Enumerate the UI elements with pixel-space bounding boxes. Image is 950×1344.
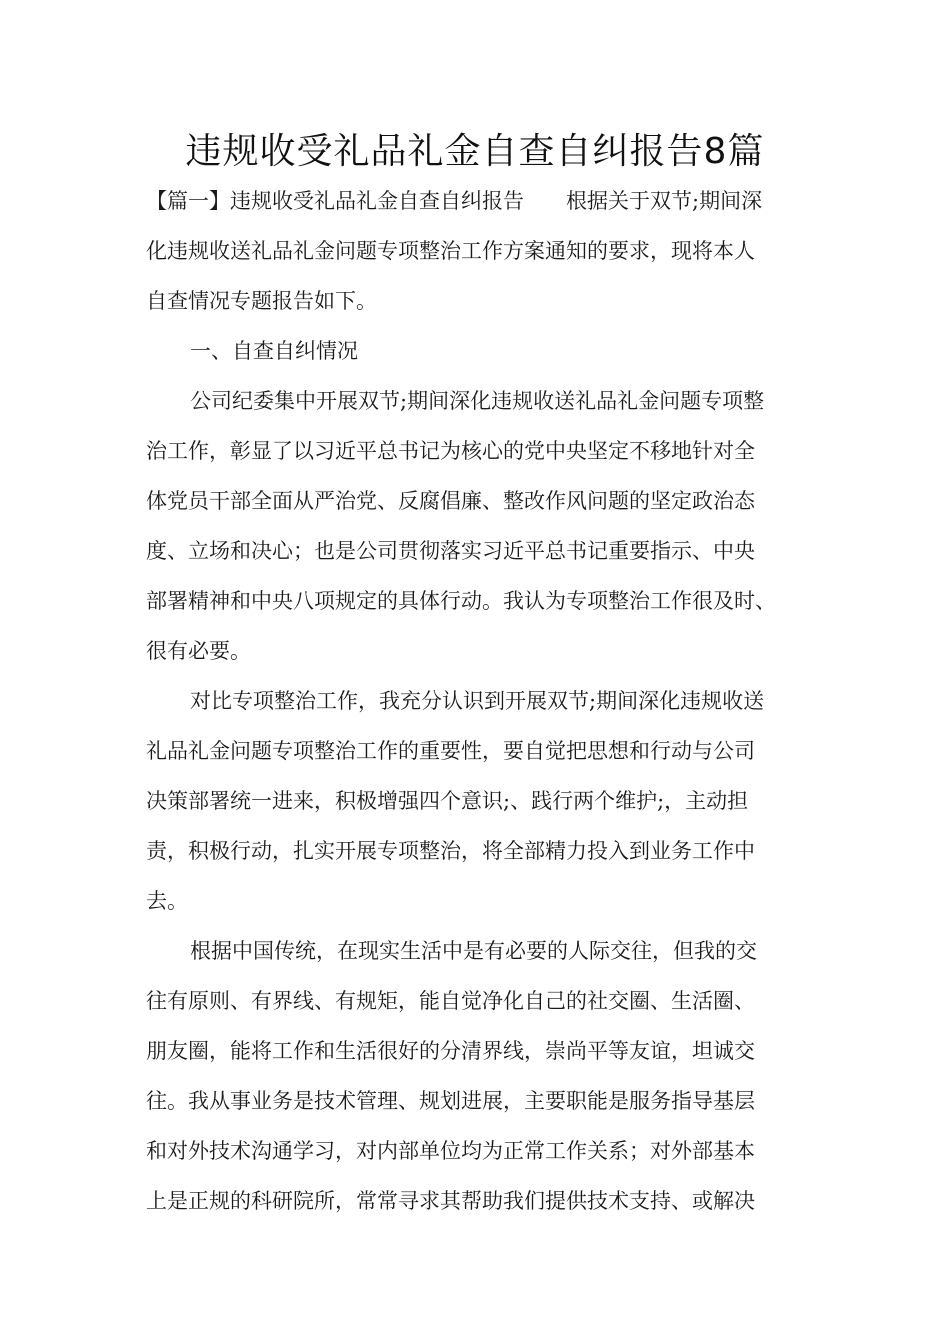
body-line: 和对外技术沟通学习，对内部单位均为正常工作关系；对外部基本 (146, 1139, 755, 1163)
body-line: 体党员干部全面从严治党、反腐倡廉、整改作风问题的坚定政治态 (146, 489, 755, 513)
body-line: 部署精神和中央八项规定的具体行动。我认为专项整治工作很及时、 (146, 589, 776, 613)
body-line: 往有原则、有界线、有规矩，能自觉净化自己的社交圈、生活圈、 (146, 989, 755, 1013)
body-line: 礼品礼金问题专项整治工作的重要性，要自觉把思想和行动与公司 (146, 739, 755, 763)
body-line: 化违规收送礼品礼金问题专项整治工作方案通知的要求，现将本人 (146, 239, 755, 263)
body-line: 对比专项整治工作，我充分认识到开展双节;期间深化违规收送 (190, 689, 765, 713)
body-line: 往。我从事业务是技术管理、规划进展，主要职能是服务指导基层 (146, 1089, 755, 1113)
body-line: 度、立场和决心；也是公司贯彻落实习近平总书记重要指示、中央 (146, 539, 755, 563)
body-line: 治工作，彰显了以习近平总书记为核心的党中央坚定不移地针对全 (146, 439, 755, 463)
body-line: 责，积极行动，扎实开展专项整治，将全部精力投入到业务工作中 (146, 839, 755, 863)
body-line: 公司纪委集中开展双节;期间深化违规收送礼品礼金问题专项整 (190, 389, 765, 413)
document-body (146, 176, 810, 1226)
body-line: 去。 (146, 889, 188, 913)
body-line: 朋友圈，能将工作和生活很好的分清界线，崇尚平等友谊，坦诚交 (146, 1039, 755, 1063)
body-line: 自查情况专题报告如下。 (146, 289, 377, 313)
body-line: 上是正规的科研院所，常常寻求其帮助我们提供技术支持、或解决 (146, 1189, 755, 1213)
body-line: 【篇一】违规收受礼品礼金自查自纠报告 根据关于双节;期间深 (146, 189, 763, 213)
body-line: 决策部署统一进来，积极增强四个意识;、践行两个维护;，主动担 (146, 789, 749, 813)
body-line: 一、自查自纠情况 (190, 339, 358, 363)
body-line: 根据中国传统，在现实生活中是有必要的人际交往，但我的交 (190, 939, 757, 963)
document-title: 违规收受礼品礼金自查自纠报告8篇 (185, 131, 765, 172)
body-line: 很有必要。 (146, 639, 251, 663)
